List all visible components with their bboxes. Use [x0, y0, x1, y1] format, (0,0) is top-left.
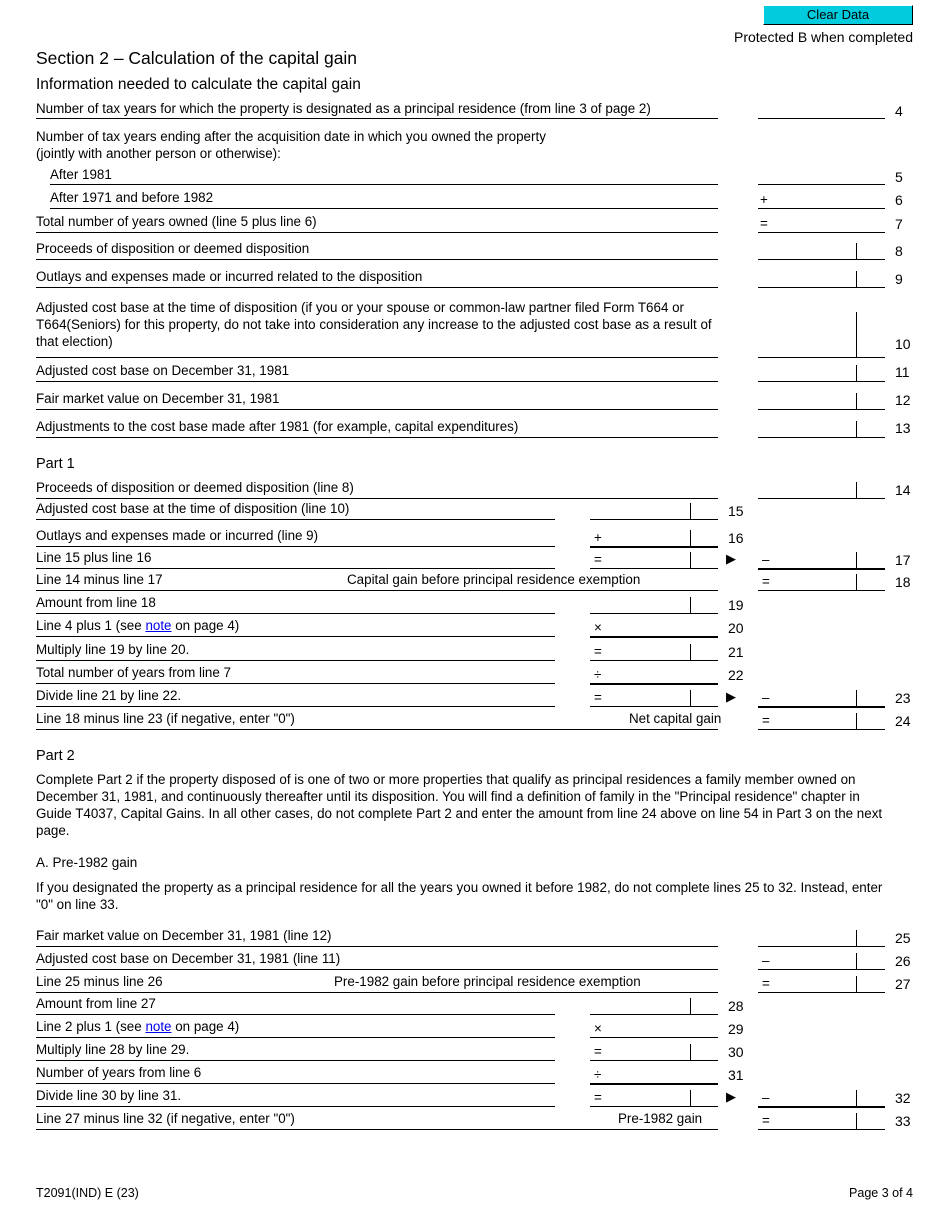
line-5-label-rule	[50, 184, 718, 185]
owned-property-intro-line2: (jointly with another person or otherwise):	[36, 146, 281, 161]
line-27-number: 27	[895, 976, 911, 992]
line-17-label: Line 15 plus line 16	[36, 550, 152, 565]
line-32-field[interactable]	[758, 1106, 885, 1108]
line-29-operator: ×	[594, 1021, 602, 1036]
line-26-number: 26	[895, 953, 911, 969]
part-1-heading: Part 1	[36, 456, 75, 472]
line-26-field[interactable]	[758, 969, 885, 970]
line-13-field[interactable]	[758, 437, 885, 438]
line-21-decimal-tick	[690, 644, 691, 661]
line-7-field[interactable]	[758, 232, 885, 233]
carry-arrow-icon: ▶	[726, 551, 736, 566]
line-5-field[interactable]	[758, 184, 885, 185]
line-14-label: Proceeds of disposition or deemed disposition (line 8)	[36, 480, 354, 495]
line-21-number: 21	[728, 644, 744, 660]
line-9-field[interactable]	[758, 287, 885, 288]
line-14-label-rule	[36, 498, 718, 499]
line-18-operator: =	[762, 574, 770, 589]
line-19-label: Amount from line 18	[36, 595, 156, 610]
line-25-number: 25	[895, 930, 911, 946]
line-7-operator: =	[760, 216, 768, 231]
line-21-operator: =	[594, 644, 602, 659]
line-20-label-rule	[36, 636, 555, 637]
line-32-label-rule	[36, 1106, 555, 1107]
line-10-label-rule	[36, 357, 718, 358]
line-25-label: Fair market value on December 31, 1981 (line 12)	[36, 928, 332, 943]
line-27-field[interactable]	[758, 992, 885, 993]
line-24-label: Line 18 minus line 23 (if negative, enter "0")	[36, 711, 295, 726]
line-17-subtotal-decimal-tick	[690, 552, 691, 569]
line-33-operator: =	[762, 1113, 770, 1128]
line-23-subtotal-decimal-tick	[690, 690, 691, 707]
line-9-label-rule	[36, 287, 718, 288]
line-27-center-label: Pre-1982 gain before principal residence exemption	[334, 974, 641, 989]
line-13-number: 13	[895, 420, 911, 436]
line-18-label-rule	[36, 590, 718, 591]
line-17-field[interactable]	[758, 568, 885, 570]
line-7-number: 7	[895, 216, 903, 232]
line-10-field[interactable]	[758, 357, 885, 358]
line-24-field[interactable]	[758, 729, 885, 730]
line-24-decimal-tick	[856, 713, 857, 730]
line-24-operator: =	[762, 713, 770, 728]
line-25-label-rule	[36, 946, 718, 947]
line-12-decimal-tick	[856, 393, 857, 410]
line-20-number: 20	[728, 620, 744, 636]
line-16-operator: +	[594, 530, 602, 545]
line-12-field[interactable]	[758, 409, 885, 410]
line-20-field[interactable]	[590, 636, 718, 638]
line-11-field[interactable]	[758, 381, 885, 382]
line-14-decimal-tick	[856, 482, 857, 499]
line-8-field[interactable]	[758, 259, 885, 260]
line-4-field[interactable]	[758, 118, 885, 119]
line-24-center-label: Net capital gain	[629, 711, 722, 726]
line-4-number: 4	[895, 103, 903, 119]
line-6-operator: +	[760, 192, 768, 207]
line-18-number: 18	[895, 574, 911, 590]
line-30-number: 30	[728, 1044, 744, 1060]
line-8-label: Proceeds of disposition or deemed disposition	[36, 241, 310, 256]
line-20-label	[36, 618, 239, 634]
line-21-field[interactable]	[590, 660, 718, 661]
line-30-label: Multiply line 28 by line 29.	[36, 1042, 190, 1057]
line-23-number: 23	[895, 690, 911, 706]
line-22-label-rule	[36, 683, 555, 684]
line-16-label: Outlays and expenses made or incurred (line 9)	[36, 528, 319, 543]
line-13-label-rule	[36, 437, 718, 438]
note-link-line-20[interactable]: note	[145, 618, 172, 633]
line-33-field[interactable]	[758, 1129, 885, 1130]
line-27-decimal-tick	[856, 976, 857, 993]
line-10-label: Adjusted cost base at the time of disposition (if you or your spouse or common-law partner filed Form T664 or T664(Seniors) for this property, do not take into consideration any increase to the adjusted cost base as a result of that election)	[36, 300, 712, 349]
line-19-number: 19	[728, 597, 744, 613]
line-33-number: 33	[895, 1113, 911, 1129]
part-2-intro: Complete Part 2 if the property disposed of is one of two or more properties that qualify as principal residences a family member owned on December 31, 1981, and continuously thereafter until its disposition. You will find a definition of family in the "Principal residence" chapter in Guide T4037, Capital Gains. In all other cases, do not complete Part 2 and enter the amount from line 24 above on line 54 in Part 3 on the next page.	[36, 772, 883, 838]
line-11-label: Adjusted cost base on December 31, 1981	[36, 363, 290, 378]
line-8-number: 8	[895, 243, 903, 259]
line-25-field[interactable]	[758, 946, 885, 947]
line-17-subtotal-field[interactable]	[590, 568, 718, 569]
line-33-label: Line 27 minus line 32 (if negative, enter "0")	[36, 1111, 295, 1126]
line-30-field[interactable]	[590, 1060, 718, 1061]
carry-arrow-icon: ▶	[726, 689, 736, 704]
section-title: Section 2 – Calculation of the capital gain	[36, 48, 358, 68]
line-9-decimal-tick	[856, 271, 857, 288]
line-5-number: 5	[895, 169, 903, 185]
line-19-decimal-tick	[690, 597, 691, 614]
owned-property-intro-line1: Number of tax years ending after the acquisition date in which you owned the property	[36, 129, 546, 144]
part-2-heading: Part 2	[36, 748, 75, 764]
line-15-field[interactable]	[590, 519, 718, 520]
line-15-label: Adjusted cost base at the time of disposition (line 10)	[36, 501, 350, 516]
line-16-field[interactable]	[590, 546, 718, 548]
line-23-label-rule	[36, 706, 555, 707]
line-18-field[interactable]	[758, 590, 885, 591]
line-15-number: 15	[728, 503, 744, 519]
line-33-center-label: Pre-1982 gain	[618, 1111, 703, 1126]
line-26-label: Adjusted cost base on December 31, 1981 (line 11)	[36, 951, 341, 966]
line-15-label-rule	[36, 519, 555, 520]
line-31-label: Number of years from line 6	[36, 1065, 202, 1080]
line-11-label-rule	[36, 381, 718, 382]
line-20-operator: ×	[594, 620, 602, 635]
line-23-subtotal-field[interactable]	[590, 706, 718, 707]
line-32-number: 32	[895, 1090, 911, 1106]
line-24-label-rule	[36, 729, 718, 730]
line-22-number: 22	[728, 667, 744, 683]
page-number-label: Page 3 of 4	[849, 1186, 913, 1200]
note-link-line-29[interactable]: note	[145, 1019, 172, 1034]
line-13-decimal-tick	[856, 421, 857, 438]
line-27-label-rule	[36, 992, 718, 993]
line-24-number: 24	[895, 713, 911, 729]
line-7-label: Total number of years owned (line 5 plus line 6)	[36, 214, 317, 229]
line-23-label: Divide line 21 by line 22.	[36, 688, 182, 703]
line-15-decimal-tick	[690, 503, 691, 520]
line-10-decimal-tick	[856, 312, 857, 358]
line-22-label: Total number of years from line 7	[36, 665, 231, 680]
form-code-label: T2091(IND) E (23)	[36, 1186, 139, 1200]
line-32-decimal-tick	[856, 1090, 857, 1107]
line-14-field[interactable]	[758, 498, 885, 499]
line-28-decimal-tick	[690, 998, 691, 1015]
line-7-label-rule	[36, 232, 718, 233]
line-16-number: 16	[728, 530, 744, 546]
line-12-number: 12	[895, 392, 911, 408]
line-6-field[interactable]	[758, 208, 885, 209]
line-32-subtotal-decimal-tick	[690, 1090, 691, 1107]
line-8-decimal-tick	[856, 243, 857, 260]
part-2-a-intro: If you designated the property as a principal residence for all the years you owned it before 1982, do not complete lines 25 to 32. Instead, enter "0" on line 33.	[36, 880, 883, 912]
line-17-right-operator: –	[762, 552, 770, 567]
protected-b-label: Protected B when completed	[734, 29, 913, 45]
line-12-label: Fair market value on December 31, 1981	[36, 391, 280, 406]
line-6-number: 6	[895, 192, 903, 208]
line-21-label: Multiply line 19 by line 20.	[36, 642, 190, 657]
line-23-decimal-tick	[856, 690, 857, 707]
line-17-operator: =	[594, 552, 602, 567]
line-14-number: 14	[895, 482, 911, 498]
line-29-label-rule	[36, 1037, 555, 1038]
line-17-decimal-tick	[856, 552, 857, 569]
carry-arrow-icon: ▶	[726, 1089, 736, 1104]
section-subtitle: Information needed to calculate the capital gain	[36, 76, 361, 93]
line-20-label-post: on page 4)	[171, 618, 240, 633]
line-18-center-label: Capital gain before principal residence exemption	[347, 572, 641, 587]
line-17-number: 17	[895, 552, 911, 568]
line-32-right-operator: –	[762, 1090, 770, 1105]
line-8-label-rule	[36, 259, 718, 260]
line-29-label-pre: Line 2 plus 1 (see	[36, 1019, 146, 1034]
line-4-label-rule	[36, 118, 718, 119]
line-10-number: 10	[895, 336, 911, 352]
line-16-decimal-tick	[690, 530, 691, 547]
line-19-field[interactable]	[590, 613, 718, 614]
line-21-label-rule	[36, 660, 555, 661]
line-27-label: Line 25 minus line 26	[36, 974, 163, 989]
line-32-label: Divide line 30 by line 31.	[36, 1088, 182, 1103]
line-30-operator: =	[594, 1044, 602, 1059]
line-26-operator: –	[762, 953, 770, 968]
line-29-label	[36, 1019, 239, 1035]
line-33-decimal-tick	[856, 1113, 857, 1130]
clear-data-button[interactable]: Clear Data	[763, 5, 913, 25]
line-20-label-pre: Line 4 plus 1 (see	[36, 618, 146, 633]
line-27-operator: =	[762, 976, 770, 991]
line-13-label: Adjustments to the cost base made after 1981 (for example, capital expenditures)	[36, 419, 519, 434]
line-19-label-rule	[36, 613, 555, 614]
line-9-number: 9	[895, 271, 903, 287]
line-28-label-rule	[36, 1014, 555, 1015]
line-23-right-operator: –	[762, 690, 770, 705]
line-16-label-rule	[36, 546, 555, 547]
line-30-decimal-tick	[690, 1044, 691, 1061]
line-22-operator: ÷	[594, 667, 602, 682]
line-23-operator: =	[594, 690, 602, 705]
line-6-label: After 1971 and before 1982	[50, 190, 214, 205]
line-4-label: Number of tax years for which the property is designated as a principal residence (from line 3 of page 2)	[36, 101, 651, 116]
line-30-label-rule	[36, 1060, 555, 1061]
line-6-label-rule	[50, 208, 718, 209]
line-5-label: After 1981	[50, 167, 112, 182]
line-31-operator: ÷	[594, 1067, 602, 1082]
line-29-label-post: on page 4)	[171, 1019, 240, 1034]
line-31-field[interactable]	[590, 1083, 718, 1085]
line-29-number: 29	[728, 1021, 744, 1037]
line-31-label-rule	[36, 1083, 555, 1084]
line-22-field[interactable]	[590, 683, 718, 685]
line-32-operator: =	[594, 1090, 602, 1105]
line-33-label-rule	[36, 1129, 718, 1130]
line-32-subtotal-field[interactable]	[590, 1106, 718, 1107]
line-11-number: 11	[895, 364, 910, 380]
line-25-decimal-tick	[856, 930, 857, 947]
line-11-decimal-tick	[856, 365, 857, 382]
line-23-field[interactable]	[758, 706, 885, 708]
line-18-label: Line 14 minus line 17	[36, 572, 163, 587]
line-18-decimal-tick	[856, 574, 857, 591]
line-28-field[interactable]	[590, 1014, 718, 1015]
line-26-decimal-tick	[856, 953, 857, 970]
line-12-label-rule	[36, 409, 718, 410]
line-9-label: Outlays and expenses made or incurred related to the disposition	[36, 269, 423, 284]
part-2-a-heading: A. Pre-1982 gain	[36, 855, 138, 870]
line-17-label-rule	[36, 568, 555, 569]
line-28-label: Amount from line 27	[36, 996, 156, 1011]
line-31-number: 31	[728, 1067, 744, 1083]
line-28-number: 28	[728, 998, 744, 1014]
line-29-field[interactable]	[590, 1037, 718, 1038]
line-26-label-rule	[36, 969, 718, 970]
